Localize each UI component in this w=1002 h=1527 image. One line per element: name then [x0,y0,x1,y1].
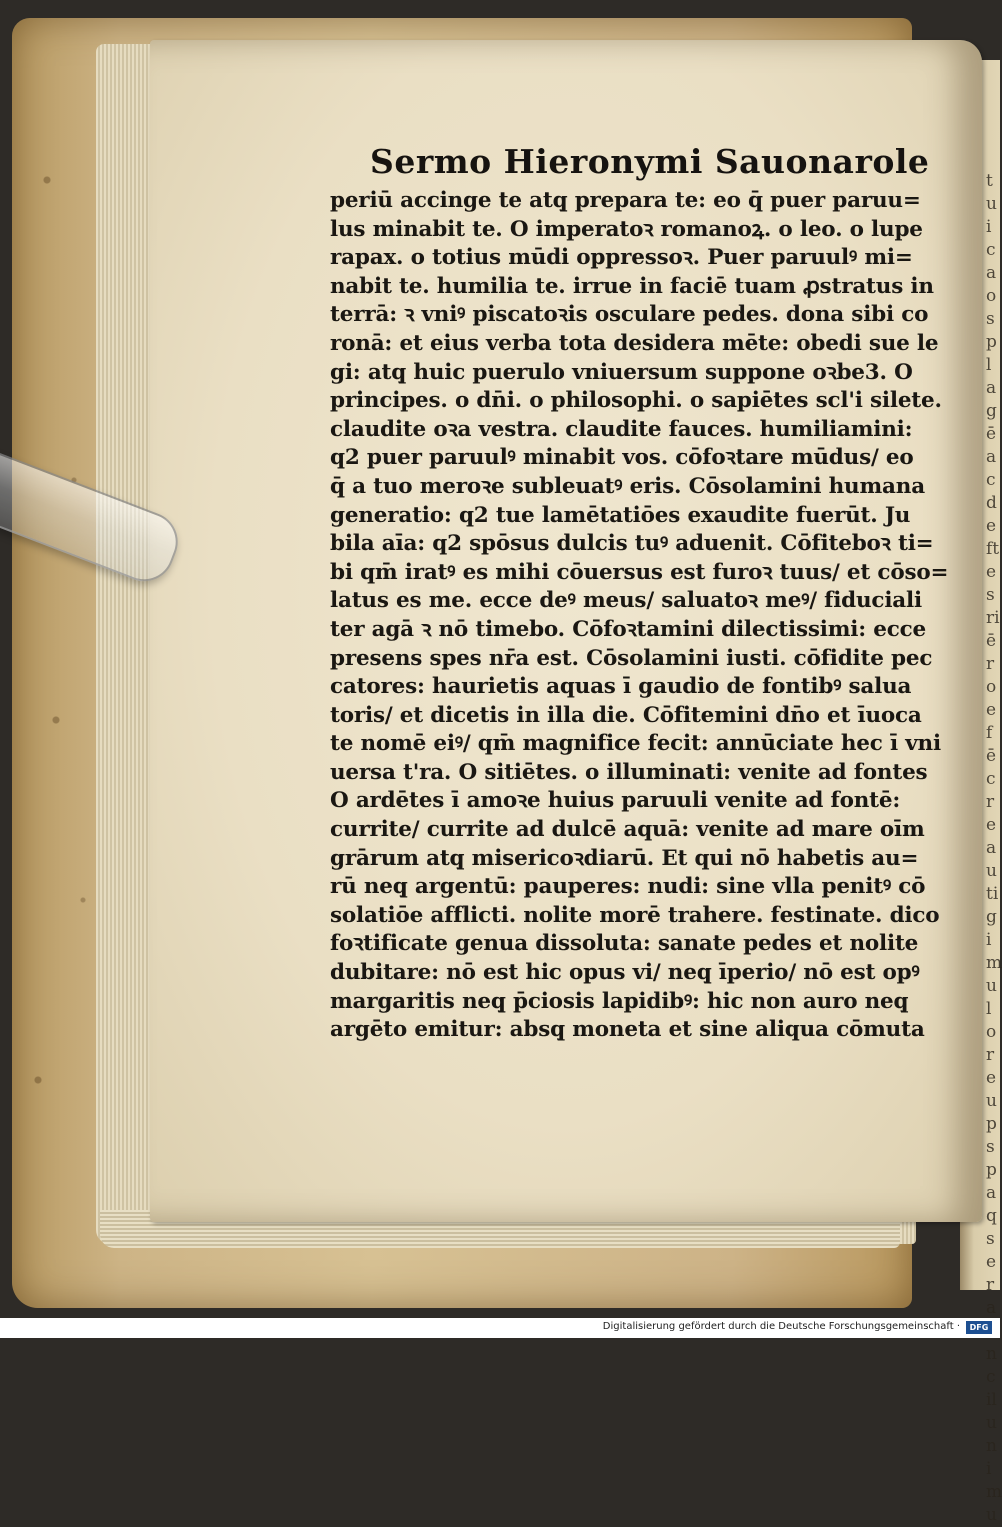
dfg-logo: DFG [966,1321,992,1334]
page-text-block [330,142,949,1045]
text-line: currite/ currite ad dulcē aquā: venite ad mare oīm [330,817,925,843]
text-line: terrā: ꝛ vniꝰ piscatoꝛis osculare pedes. dona sibi co [330,302,929,328]
text-line: margaritis neq̧ p̄ciosis lapidibꝰ: hic non auro neq̧ [330,988,909,1014]
text-line: latus es me. ecce deꝰ meus/ saluatoꝛ meꝰ/ fiduciali [330,588,922,614]
text-line: te nomē eiꝰ/ qm̄ magnifice fecit: annūciate hec ī vni [330,731,941,757]
text-line: claudite oꝛa vestra. claudite fauces. humiliamini: [330,416,913,442]
digitization-footer [0,1318,1000,1338]
text-line: q2 puer paruulꝰ minabit vos. cōfoꝛtare mūdus/ eo [330,445,914,471]
text-line: periū accinge te atq̧ prepara te: eo q̄ puer paruu= [330,188,921,213]
dfg-credit-text: Digitalisierung gefördert durch die Deutsche Forschungsgemeinschaft · [602,1321,960,1332]
text-line: bila aīa: q2 spōsus dulcis tuꝰ aduenit. Cōfiteboꝛ ti= [330,531,934,557]
text-line: principes. o dn̄i. o philosophi. o sapiētes scl'i silete. [330,388,942,414]
text-line: argēto emitur: absq̧ moneta et sine aliqua cōmuta [330,1017,925,1043]
facing-page-text-fragment: tuicaosplagēacdeftesriēroefēcreautigimuloreupspaqsera ncilunimu [986,171,1002,1525]
text-line: ronā: et eius verba tota desidera mēte: obedi sue le [330,330,939,356]
text-line: rapax. o totius mūdi oppressoꝛ. Puer paruulꝰ mi= [330,245,913,271]
text-line: solatiōe afflicti. nolite morē trahere. festinate. dico [330,902,940,928]
text-line: gi: atq̧ huic puerulo vniuersum suppone oꝛbe3. O [330,359,913,385]
text-line: grārum atq̧ misericoꝛdiarū. Et qui nō habetis au= [330,845,919,871]
text-line: rū neq̧ argentū: pauperes: nudi: sine vlla penitꝰ cō [330,874,926,900]
text-line: ter agā ꝛ nō timebo. Cōfoꝛtamini dilectissimi: ecce [330,616,927,642]
text-line: uersa t'ra. O sitiētes. o illuminati: venite ad fontes [330,759,928,785]
text-line: foꝛtificate genua dissoluta: sanate pedes et nolite [330,931,919,957]
text-line: nabit te. humilia te. irrue in faciē tuam ꝓstratus in [330,273,934,299]
text-line: catores: haurietis aquas ī gaudio de fontibꝰ salua [330,674,912,700]
text-line: q̄ a tuo meroꝛe subleuatꝰ eris. Cōsolamini humana [330,473,925,499]
text-line: generatio: q2 tue lamētatiōes exaudite fuerūt. Ju [330,502,911,528]
text-lines [330,187,949,1045]
text-line: presens spes nr̄a est. Cōsolamini iusti. cōfidite pec [330,645,933,671]
text-line: toris/ et dicetis in illa die. Cōfitemini dn̄o et īuoca [330,702,922,728]
text-line: lus minabit te. O imperatoꝛ romanoꝝ. o leo. o lupe [330,216,923,242]
text-line: O ardētes ī amoꝛe huius paruuli venite ad fontē: [330,788,901,814]
text-line: dubitare: nō est hic opus vi/ neq̧ īperio/ nō est opꝰ [330,960,920,986]
text-line: bi qm̄ iratꝰ es mihi cōuersus est furoꝛ tuus/ et cōso= [330,559,949,585]
running-title: Sermo Hieronymi Sauonarole [370,142,930,181]
